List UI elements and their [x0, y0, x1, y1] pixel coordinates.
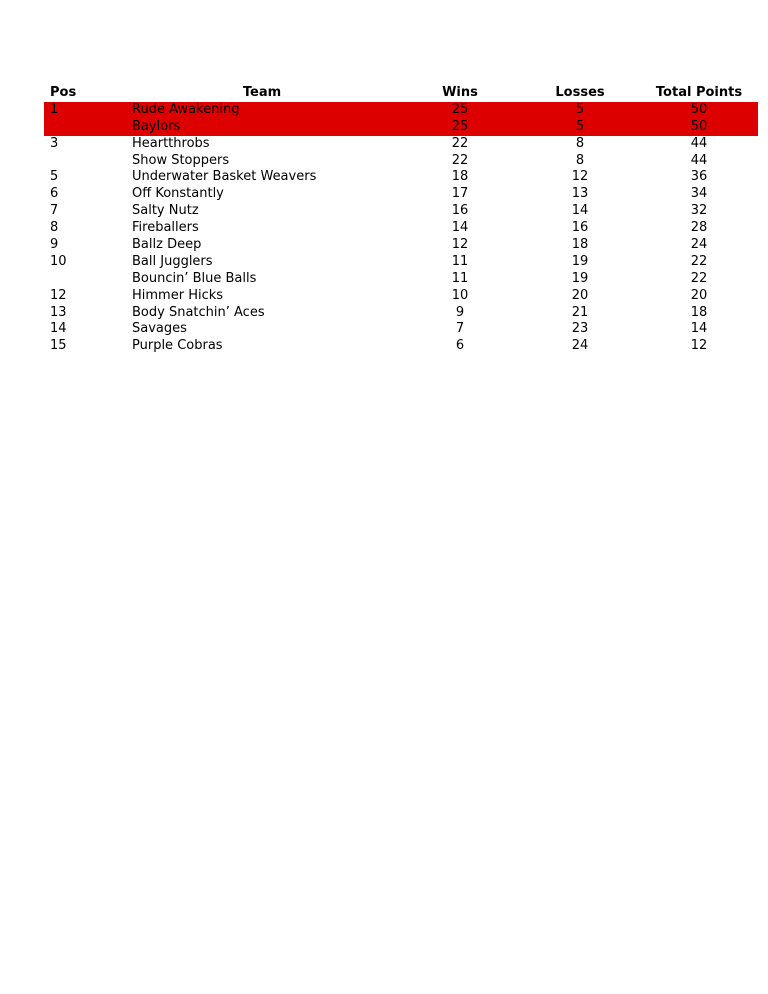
cell-losses: 16	[571, 220, 589, 236]
cell-wins: 25	[451, 118, 469, 134]
cell-team: Ball Jugglers	[132, 253, 213, 269]
cell-wins: 10	[451, 287, 469, 303]
table-body	[44, 102, 758, 355]
cell-team: Show Stoppers	[132, 152, 230, 168]
cell-wins: 7	[455, 321, 465, 337]
cell-wins: 12	[451, 237, 469, 253]
cell-losses: 18	[571, 237, 589, 253]
cell-team: Heartthrobs	[132, 135, 210, 151]
table-row	[44, 153, 758, 170]
standings-table	[44, 85, 758, 355]
cell-wins: 25	[451, 101, 469, 117]
cell-team: Underwater Basket Weavers	[132, 169, 317, 185]
cell-losses: 5	[575, 101, 585, 117]
cell-wins: 17	[451, 186, 469, 202]
cell-total-points: 14	[690, 321, 708, 337]
cell-team: Ballz Deep	[132, 237, 202, 253]
cell-team: Baylors	[132, 118, 181, 134]
table-row	[44, 305, 758, 322]
cell-pos: 13	[50, 304, 67, 320]
table-row	[44, 288, 758, 305]
table-row	[44, 338, 758, 355]
cell-team: Off Konstantly	[132, 186, 224, 202]
table-row	[44, 203, 758, 220]
cell-losses: 21	[571, 304, 589, 320]
cell-wins: 9	[455, 304, 465, 320]
cell-wins: 11	[451, 270, 469, 286]
cell-team: Bouncin’ Blue Balls	[132, 270, 257, 286]
cell-pos: 5	[50, 169, 59, 185]
header-pos: Pos	[50, 85, 77, 100]
cell-total-points: 44	[690, 135, 708, 151]
table-row	[44, 220, 758, 237]
table-row	[44, 254, 758, 271]
table-row	[44, 271, 758, 288]
cell-total-points: 50	[690, 101, 708, 117]
cell-pos: 15	[50, 338, 67, 354]
cell-wins: 22	[451, 135, 469, 151]
cell-losses: 19	[571, 270, 589, 286]
cell-losses: 20	[571, 287, 589, 303]
cell-team: Rude Awakening	[132, 101, 240, 117]
cell-losses: 5	[575, 118, 585, 134]
header-row	[44, 85, 758, 102]
cell-total-points: 34	[690, 186, 708, 202]
cell-pos: 8	[50, 220, 59, 236]
cell-wins: 14	[451, 220, 469, 236]
table-row	[44, 321, 758, 338]
cell-losses: 8	[575, 152, 585, 168]
table-row	[44, 102, 758, 119]
header-wins: Wins	[442, 85, 478, 100]
cell-wins: 16	[451, 203, 469, 219]
cell-total-points: 12	[690, 338, 708, 354]
cell-pos: 10	[50, 253, 67, 269]
cell-losses: 19	[571, 253, 589, 269]
cell-team: Body Snatchin’ Aces	[132, 304, 265, 320]
cell-total-points: 22	[690, 253, 708, 269]
table-row	[44, 169, 758, 186]
cell-total-points: 36	[690, 169, 708, 185]
cell-team: Fireballers	[132, 220, 199, 236]
cell-total-points: 50	[690, 118, 708, 134]
cell-pos: 9	[50, 237, 59, 253]
cell-pos: 14	[50, 321, 67, 337]
cell-team: Salty Nutz	[132, 203, 199, 219]
cell-team: Himmer Hicks	[132, 287, 224, 303]
cell-total-points: 28	[690, 220, 708, 236]
cell-pos: 6	[50, 186, 59, 202]
table-row	[44, 136, 758, 153]
cell-wins: 22	[451, 152, 469, 168]
cell-team: Purple Cobras	[132, 338, 223, 354]
cell-pos: 12	[50, 287, 67, 303]
cell-total-points: 32	[690, 203, 708, 219]
table-row	[44, 237, 758, 254]
cell-losses: 23	[571, 321, 589, 337]
cell-losses: 24	[571, 338, 589, 354]
cell-team: Savages	[132, 321, 187, 337]
cell-wins: 6	[455, 338, 465, 354]
cell-pos: 7	[50, 203, 59, 219]
cell-losses: 8	[575, 135, 585, 151]
header-team: Team	[242, 85, 282, 100]
table-row	[44, 186, 758, 203]
cell-total-points: 44	[690, 152, 708, 168]
cell-losses: 12	[571, 169, 589, 185]
cell-total-points: 20	[690, 287, 708, 303]
header-losses: Losses	[555, 85, 605, 100]
cell-total-points: 24	[690, 237, 708, 253]
cell-wins: 11	[451, 253, 469, 269]
cell-total-points: 18	[690, 304, 708, 320]
cell-losses: 13	[571, 186, 589, 202]
header-total-points: Total Points	[655, 85, 743, 100]
cell-losses: 14	[571, 203, 589, 219]
table-row	[44, 119, 758, 136]
cell-pos: 1	[50, 101, 59, 117]
cell-total-points: 22	[690, 270, 708, 286]
cell-wins: 18	[451, 169, 469, 185]
cell-pos: 3	[50, 135, 59, 151]
